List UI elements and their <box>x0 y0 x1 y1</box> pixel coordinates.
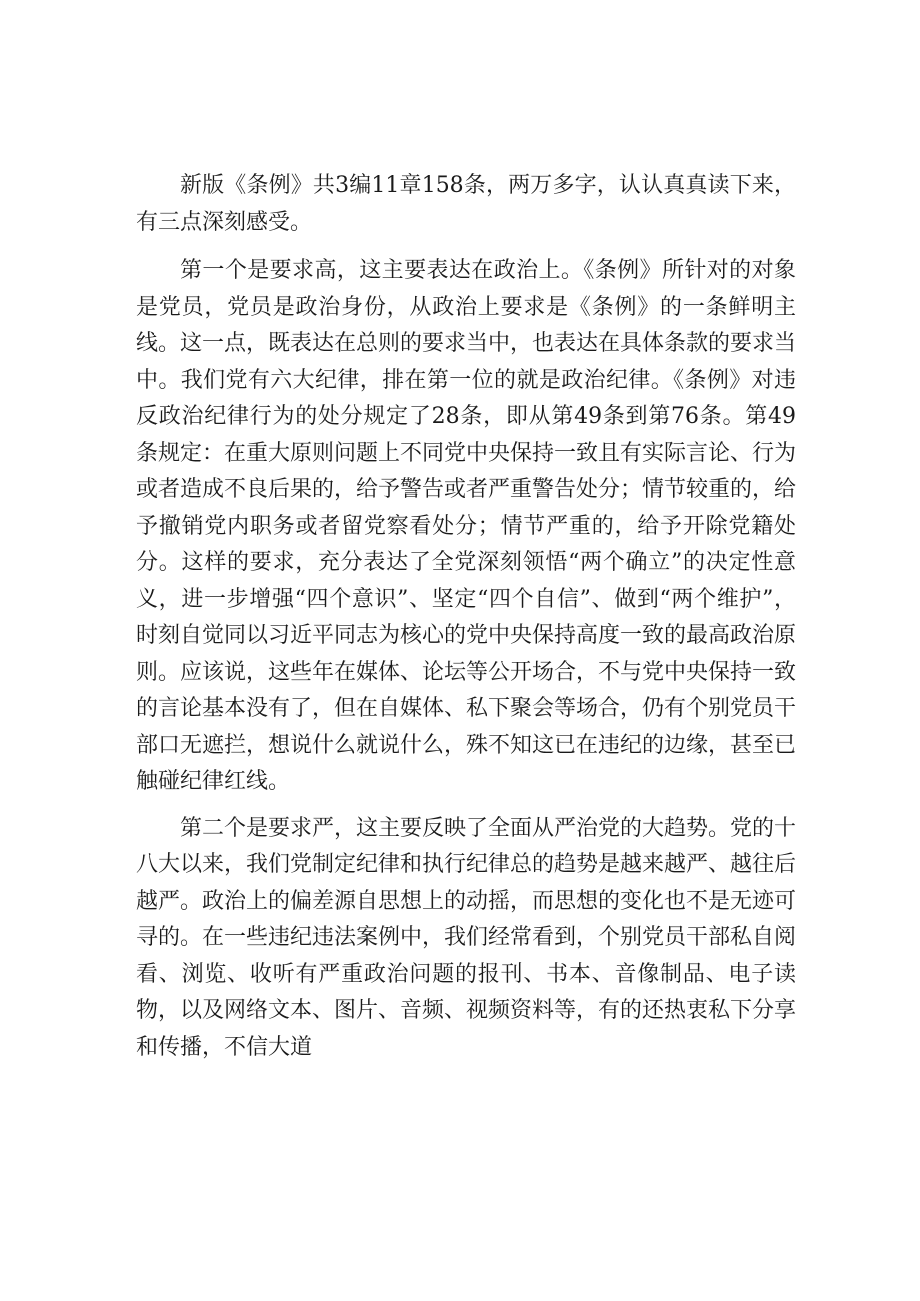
paragraph-second-point: 第二个是要求严，这主要反映了全面从严治党的大趋势。党的十八大以来，我们党制定纪律和执行纪律总的趋势是越来越严、越往后越严。政治上的偏差源自思想上的动摇，而思想的变化也不是无迹可寻的。在一些违纪违法案例中，我们经常看到，个别党员干部私自阅看、浏览、收听有严重政治问题的报刊、书本、音像制品、电子读物，以及网络文本、图片、音频、视频资料等，有的还热衷私下分享和传播，不信大道 <box>136 815 797 1060</box>
document-body <box>136 168 796 1076</box>
paragraph-first-point: 第一个是要求高，这主要表达在政治上。《条例》所针对的对象是党员，党员是政治身份，从政治上要求是《条例》的一条鲜明主线。这一点，既表达在总则的要求当中，也表达在具体条款的要求当中。我们党有六大纪律，排在第一位的就是政治纪律。《条例》对违反政治纪律行为的处分规定了28条，即从第49条到第76条。第49条规定：在重大原则问题上不同党中央保持一致且有实际言论、行为或者造成不良后果的，给予警告或者严重警告处分；情节较重的，给予撤销党内职务或者留党察看处分；情节严重的，给予开除党籍处分。这样的要求，充分表达了全党深刻领悟“两个确立”的决定性意义，进一步增强“四个意识”、坚定“四个自信”、做到“两个维护”，时刻自觉同以习近平同志为核心的党中央保持高度一致的最高政治原则。应该说，这些年在媒体、论坛等公开场合，不与党中央保持一致的言论基本没有了，但在自媒体、私下聚会等场合，仍有个别党员干部口无遮拦，想说什么就说什么，殊不知这已在违纪的边缘，甚至已触碰纪律红线。 <box>136 258 797 794</box>
paragraph-intro: 新版《条例》共3编11章158条，两万多字，认认真真读下来，有三点深刻感受。 <box>136 173 796 235</box>
